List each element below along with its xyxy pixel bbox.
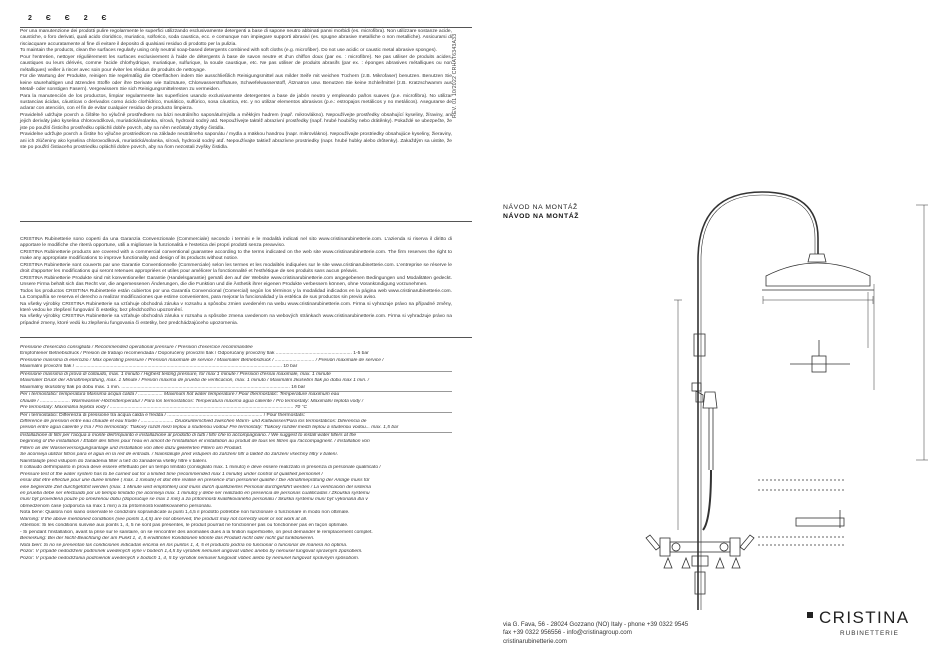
spec-line: Maximální provozní tlak / ........................................................................................................................................................ 10 bar bbox=[20, 364, 452, 371]
warranty-fr: CRISTINA Rubinetterie sont couverts par une Garantie Conventionnelle (Commerciale) selon les termes et les modalités indiquées sur le site www.cristinarubinetterie.com. L'entreprise se réserve le droit d'apporter les modifications qui seront retenues appropriées et utiles pour améliorer la fonctionnalité et l'esthétique de ses produits sans aucun préavis. bbox=[20, 262, 452, 275]
spec-line: Installazione di filtri per l'acqua a monte dell'impianto e installazione al prodotto di tutti i filtri che lo accompagnano. / We suggest to install water filters at the bbox=[20, 432, 357, 438]
spec-line: Pressione d'esercizio consigliata / Recommended operational pressure / Pression d'exercice recommandée bbox=[20, 345, 253, 350]
spec-line: Pozor: V prípade nedodržania podmienok uvedených v bodoch 1, 4, 5 by výrobok nemusel fungovať vôbec alebo by nemusel fungovať správnym spôsobom. bbox=[20, 555, 360, 561]
spec-line: Se aconseja utilizar filtros para el agua en la red de entrada. / Nainstalujte před vstupem do zařízení filtr a taktéž do zařízení všechny filtry v balení. bbox=[20, 452, 339, 458]
divider bbox=[20, 337, 472, 338]
spec-line: Pressure test of the water system has to be carried out for a limited time (recommended max 1 minute) under control of qualified personnel / bbox=[20, 471, 323, 477]
footer-address-block bbox=[503, 621, 688, 646]
spec-line: Filtern an der Wasserversorgungsanlage und Installation von allen dazu gelieferten Filtern am Produkt. bbox=[20, 445, 243, 451]
diverter bbox=[692, 556, 708, 566]
spec-line: Warning: If the above mentioned conditions (see points 1,4,5) are not observed, the product may not correctly work or not work at all. bbox=[20, 516, 308, 522]
warranty-cz: Na všetky výrobky CRISTINA Rubinetterie sa vzťahuje obchodná záruka v rozsahu a spôsobe zmena uvedenom na webových stránkach www.cristinarubinetterie.com. Firma si vyhradzuje právo na prípadné zmeny, ktoré vedú ku zlepšeniu fungovania či estetiky, bez predchádzajúceho upozornenia. bbox=[20, 314, 452, 326]
maintenance-section bbox=[20, 29, 452, 152]
spec-line: Nainštalujte pred vstupom do zariadenia filter a tiež do zariadenia všetky filtre v balení. bbox=[20, 458, 208, 464]
spec-line: presión entre agua caliente y fría / Pro termostaty: Tlakový rozdíl mezi teplou a studenou vodou/ Pre termostaty: Tlakový rozdiel medzi teplou a studenou vodou... max. 1,5 bar bbox=[20, 425, 452, 432]
spec-line: Pozor: V případě nedodržení podmínek uvedených výše v bodech 1,4,5 by výrobek nemusel ungovat vůbec anebo by nemusel fungovat správným způsobem. bbox=[20, 549, 363, 555]
spec-line: Bemerkung: Bei der Nicht-Beachtung der am Punkt 1, 4, 5 erwähnten Konditionen könnte das Produkt nicht oder nicht gut funktionieren. bbox=[20, 536, 315, 542]
spec-line: eine begrenzte Zeit durchgeführt werden (max. 1 Minute wird empfohlen) und muss durch qualifiziertes Personal durchgeführt werden / La verificación del sistema bbox=[20, 484, 371, 490]
specifications-section bbox=[20, 345, 452, 562]
spec-line: Per i termostatici: Differenza di pressione tra acqua calda e fredda / ...................................................................... / Pour thermostats: bbox=[20, 412, 306, 418]
title-cz: NÁVOD NA MONTÁŽ bbox=[503, 204, 578, 211]
spec-line: Pre termostaty: Maximálna teplota vody / ....................................................................................................................................... 70 °C bbox=[20, 405, 452, 412]
document-header-marks: 2 Є Є 2 Є bbox=[20, 15, 472, 28]
footer-address: via G. Fava, 56 - 28024 Gozzano (NO) Italy - phone +39 0322 9545 bbox=[503, 621, 689, 628]
spec-line: essai doit être effectué pour une durée limitée ( max. 1 minute) et doit être réalisé en présence d'un personnel qualifié / Die Abnahmeprüfung der Anlage muss für bbox=[20, 478, 370, 484]
footer-contact: fax +39 0322 956556 - info@cristinagroup.com bbox=[503, 629, 632, 637]
lower-outlet bbox=[695, 572, 705, 594]
spec-line: Attention: Si les conditions susvisé aux points 1, 4, 5 ne sont pas présentes, le produit pourrait ne fonctionner pas ou fonctionner pas en façon optimale. bbox=[20, 523, 349, 529]
maintenance-it: Per una manutenzione dei prodotti pulire regolarmente le superfici utilizzando esclusivamente detergenti a base di sapone neutro abbinati panni morbidi (es. microfibra). Non utilizzare sostanze acide, caustiche, o foro derivati, quali acido cloridrico, muriatico, solforico, soda caustica, ecc. e comunque non impiegare supporti abrasivi (es. spugne abrasive metalliche o non metalliche). Assicurarsi di risciacquare accuratamente al fine di evitare il deposito di qualsiasi residuo di prodotto per la pulizia. bbox=[20, 29, 452, 47]
shower-hose bbox=[703, 470, 711, 530]
upper-joint bbox=[694, 334, 705, 356]
spec-line: Maximaler Druck der Abnahmeprüfung, max. 1 Minute / Presión máxima de prueba de verificación, máx. 1 minuto / Maximální zkušební tlak po dobu max 1 min. / bbox=[20, 378, 370, 384]
maintenance-en: To maintain the products, clean the surfaces regularly using only neutral soap-based detergents combined with soft cloths (e.g. microfiber). Do not use acidic or caustic metal abrasive sponges). bbox=[20, 48, 438, 54]
right-column bbox=[500, 0, 930, 670]
warranty-sk: Na všetky výrobky CRISTINA Rubinetterie sa vzťahuje obchodná záruka v rozsahu a spôsobu zmien uvedeném na webu www.cristinarubinetterie.com. Firma si vyhrazuje právo na případné změny, které vedou ke zlepšení fungování či estetiky, bez předchozího upozornění. bbox=[20, 301, 452, 313]
maintenance-de: Für die Wartung der Produkte, reinigen Sie regelmäßig die Oberflächen indem Sie ausschließlich Reinigungsmittel aus milder Seife mit weichen Tüchern (z.B. Mikrofaser) benutzen. Benutzen Sie keine säurehaltigen und ätzenden Stoffe oder ihre Derivate wie Salzsäure, Chlorwasserstoffsäure, Schwefelwasserstoff, Ätznatron usw. Benutzen Sie keine Schleifmittel (z.B. Kratzschwamm aus Metall- oder sonstigen Fasern). Vergewissern Sie sich Reinigungsmittelresten zu vermeiden. bbox=[20, 74, 452, 93]
spec-line: Il collaudo dell'impianto in prova deve essere effettuato per un tempo limitato (consigliato max. 1 minuto) e deve essere realizzato in presenza di personale qualificato / bbox=[20, 465, 381, 471]
detail-view-upper bbox=[790, 340, 850, 372]
spec-line: chaude / ...................... Warmwasser-Höchsttemperatur / Para los termostáticos: Temperatura máxima agua caliente / Pro termostaty: Maximální teplota vody / bbox=[20, 398, 364, 404]
shower-head-neck bbox=[808, 254, 826, 262]
spec-line: Per i termostatici: temperatura Massima acqua calda / .................. Maximum hot water temperature / Pour thermostatic: Temperature maximum eau bbox=[20, 392, 340, 398]
footer-web: cristinarubinetterie.com bbox=[503, 637, 567, 645]
title-sk: NÁVOD NA MONTÁŽ bbox=[503, 213, 579, 220]
spec-line: Pressione massima di esercizio / Max operating pressure / Pression maximale de service / Maximaler Betriebsdruck / ............................. / Presión maximale de service / bbox=[20, 357, 384, 363]
shower-head bbox=[766, 263, 870, 286]
warranty-es: Todos los productos CRISTINA Rubinetterie están cubiertos por una Garantía Convencional (Comercial) según los términos y la modalidad indicados en la página web www.cristinarubinetterie.com. La Compañía se reserva el derecho a realizar modificaciones que estime convenientes, para mejorar la funcionalidad y la estética de sus productos sin previo aviso. bbox=[20, 288, 452, 301]
hand-shower bbox=[703, 392, 717, 408]
maintenance-es: Para la manutención de los productos, limpiar regularmente las superficies usando exclusivamente detergentes a base de jabón neutro y empleando paños suaves (p.e. microfibra). No utilizar sustancias ácidas, cáusticas o derivados como ácido clorhídrico, muriático, sulfúrico, sosa cáustica, etc. y no utilizar elementos abrasivos (p.e.: estropajos metálicos y no metálicos). Asegurarse de aclarar con atención, con el fin de evitar cualquier residuo de producto limpieza. bbox=[20, 93, 452, 112]
left-handle bbox=[646, 535, 660, 550]
spec-line: Différence de pression entre eau chaude et eau froide / ........................ Druckunterschied zwischen Warm- und Kaltwasser/Para los termostáticos: Diferencia de bbox=[20, 418, 367, 424]
spec-line: Empfohlener Betriebsdruck / Presión de trabajo recomendada / Doporučený provozní tlak / Odporúčaný provozný tlak ........................................................ 1-5 bar bbox=[20, 351, 369, 357]
spec-line: Nota bene: Qualora non siano osservate le condizioni sopraindicate ai punti 1,4,5 il prodotto potrebbe non funzionare o funzionare in modo non ottimale. bbox=[20, 510, 350, 516]
hand-shower-holder bbox=[692, 383, 701, 391]
warranty-de: CRISTINA Rubinetterie Produkte sind mit konventioneller Garantie (Handelsgarantie) gemäß den auf der Website www.cristinarubinetterie.com angegebenen Bedingungen und Modalitäten gedeckt. Unsere Firma behält sich das Recht vor, die angemessenen Änderungen, die die Funktion und die Ästhetik ihrer eigenen Produkte verbessern können, ohne Vorankündigung vorzunehmen. bbox=[20, 275, 452, 288]
detail-view-lower bbox=[758, 480, 845, 545]
spec-line: Nota bien: Si no se presentan las condiciones indicadas encima en los puntos 1, 4, 5 el producto podría no funcionar o funcionar de manera no óptima. bbox=[20, 542, 348, 548]
spec-line: en prueba debe ser efectuado por un tiempo limitado (se aconseja max. 1 minuto) y debe ser realizado en presencia de personas cualificadas / Zkouška systému bbox=[20, 490, 370, 496]
shower-column-drawing bbox=[500, 180, 930, 620]
warranty-en: CRISTINA Rubinetterie products are covered with a commercial conventional guarantee according to the terms indicated on the web site www.cristinarubinetterie.com. The firm reserves the right to make any appropriate modifications to improve functionality and design of its products without notice. bbox=[20, 249, 452, 262]
warranty-section bbox=[20, 237, 452, 327]
maintenance-cz: Pravidelně udržujte povrch a čištěte ho výlučně prostředkem na bázi neutrálního saponátu/mýdla a měkkým hadrem (např. mikrovlákno). Nepoužívejte prostředky obsahující kyseliny, žíraviny, ani jejich deriváty jako kyselina chlorovodíková, muriatická/solanka, sírová, hydroxid sodný atd. Nepoužívejte taktéž abrazivní prostředky (např. hrubé houbičky nebo drátěnky). Pokaždé se ubezpečte, že jste po použití čisticího prostředku opláchli dobře povrch, aby na něm nezůstaly zbytky čistidla. bbox=[20, 112, 452, 131]
spec-line: beginning of the installation / Établir des filtres pour l'eau en amont de l'installation et installation au produit de tous les filtres qui l'accompagnent. / Installation von bbox=[20, 439, 370, 445]
spec-line: Pressione massima di prova di collaudo, max. 1 minuto / Highest testing pressure, for max 1 minute / Pression d'essai maximale, max. 1 minute bbox=[20, 371, 331, 377]
spec-line: Maximálny skúšobný tlak po dobu max. 1 min. ............................................................................................................................ 16 bar bbox=[20, 385, 452, 392]
maintenance-fr: Pour l'entretien, nettoyer régulièrement les surfaces exclusivement à l'aide de détergents à base de savon neutre et d'un chiffon doux (par ex. : microfibre). Ne pas utiliser de produits acides, caustiques ou leurs dérivés, comme l'acide chlorhydrique, muriatique, sulfurique, la soude caustique, etc. Ne pas utiliser de produits abrasifs (par ex. : éponges abrasives métalliques ou non métalliques) veiller à rincer avec soin pour éviter les résidus de produits de nettoyage. bbox=[20, 54, 452, 73]
warranty-it: CRISTINA Rubinetterie sono coperti da una Garanzia Convenzionale (Commerciale) secondo i termini e le modalità indicati nel sito www.cristinarubinetterie.com. L'azienda si riserva il diritto di apportare le modifiche che riterrà opportune, utili a migliorare la funzionalità e l'estetica dei propri prodotti senza preavviso. bbox=[20, 237, 452, 249]
maintenance-sk: Pravidelne udržujte povrch a čistite ho výlučne prostriedkom na základe neutrálneho saponátu / mydla a mäkkou handrou (napr. mikrovlákno). Nepoužívajte prostriedky obsahujúce kyseliny, žieraviny, ani ich zlúčeniny ako kyselina chlorovodíková, muriatická/solanka, sírová, hydroxid sodný atď. Nepoužívajte taktiež abrazívne prostriedky (napr. hrubé hubky alebo drôtenky). Zakaždým sa uistite, že ste po použití čistiaceho prostriedku opláchli dobre povrch, aby na ňom nezostali zvyšky čistidla. bbox=[20, 132, 452, 151]
logo-square-icon bbox=[807, 612, 813, 618]
spec-line: obmedzenom čase (odporúča sa max 1 min) a za prítomnosti kvalifikovaného personálu. bbox=[20, 503, 212, 509]
right-handle bbox=[740, 535, 754, 550]
spec-line: musí být provedená pouze po omezenou dobu (doporučuje se max 1 min) a za přítomnosti kvalifikovaného personálu / Skúška systému musí byť vykonaná iba v bbox=[20, 497, 368, 503]
divider bbox=[20, 221, 472, 222]
logo-subtitle: RUBINETTERIE bbox=[840, 630, 899, 637]
cristina-logo bbox=[807, 608, 927, 644]
logo-name: CRISTINA bbox=[819, 608, 910, 627]
revision-code: REV. 01 10/2022 CRHAT6343A33 bbox=[452, 33, 458, 118]
spec-line: - Si pendant l'installation, avant la prise sur le sanitaire, on se rencontrer des anomalies dues à la finition superficielle, on peut demander le remplacement complet. bbox=[20, 529, 373, 535]
thermostatic-mixer bbox=[670, 542, 730, 552]
